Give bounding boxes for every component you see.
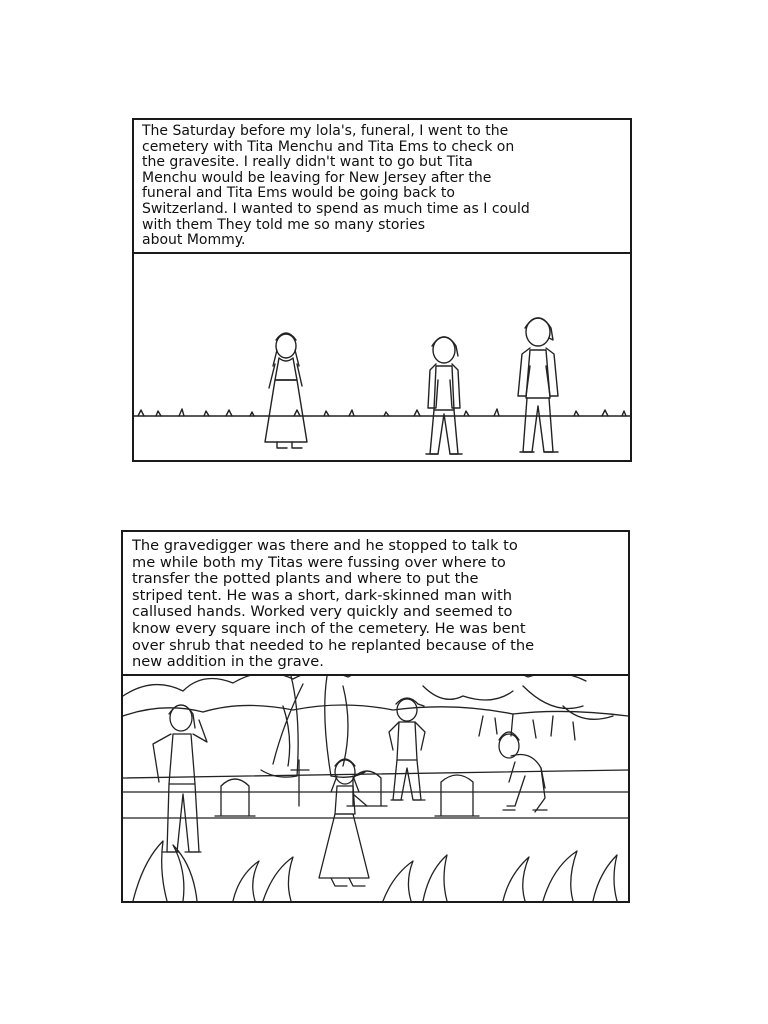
tree-trunk — [261, 676, 365, 777]
comic-panel-2 — [121, 530, 630, 903]
background-lines — [123, 770, 628, 818]
foreground-shrubs — [133, 841, 617, 901]
tombstone-left — [215, 779, 255, 816]
gravedigger-figure — [389, 698, 425, 800]
panel-1-caption: The Saturday before my lola's, funeral, I went to the cemetery with Tita Menchu and Tita Ems to check on the gravesite. I really didn't want to go but Tita Menchu would be leaving for New Jersey after the funeral and Tita Ems would be going back to Switzerland. I wanted to spend as much time as I could with them They told me so many stories about Mommy. — [134, 120, 630, 254]
tita-ems-figure — [518, 318, 558, 452]
tombstone-right — [435, 775, 479, 816]
tita-menchu-figure — [426, 337, 462, 454]
panel-2-caption: The gravedigger was there and he stopped to talk to me while both my Titas were fussing over where to transfer the potted plants and where to put the striped tent. He was a short, dark-skinned man with callused hands. Worked very quickly and seemed to know every square inch of the cemetery. He was bent over shrub that needed to he replanted because of the new addition in the grave. — [123, 532, 628, 676]
panel-2-illustration — [123, 676, 628, 901]
cross-marker — [291, 760, 309, 806]
tita-left-figure — [153, 705, 207, 852]
comic-panel-1 — [132, 118, 632, 462]
panel-1-illustration — [134, 254, 630, 460]
girl-figure — [265, 333, 307, 448]
girl-walking-figure — [319, 759, 369, 886]
grass-ground — [134, 409, 630, 416]
